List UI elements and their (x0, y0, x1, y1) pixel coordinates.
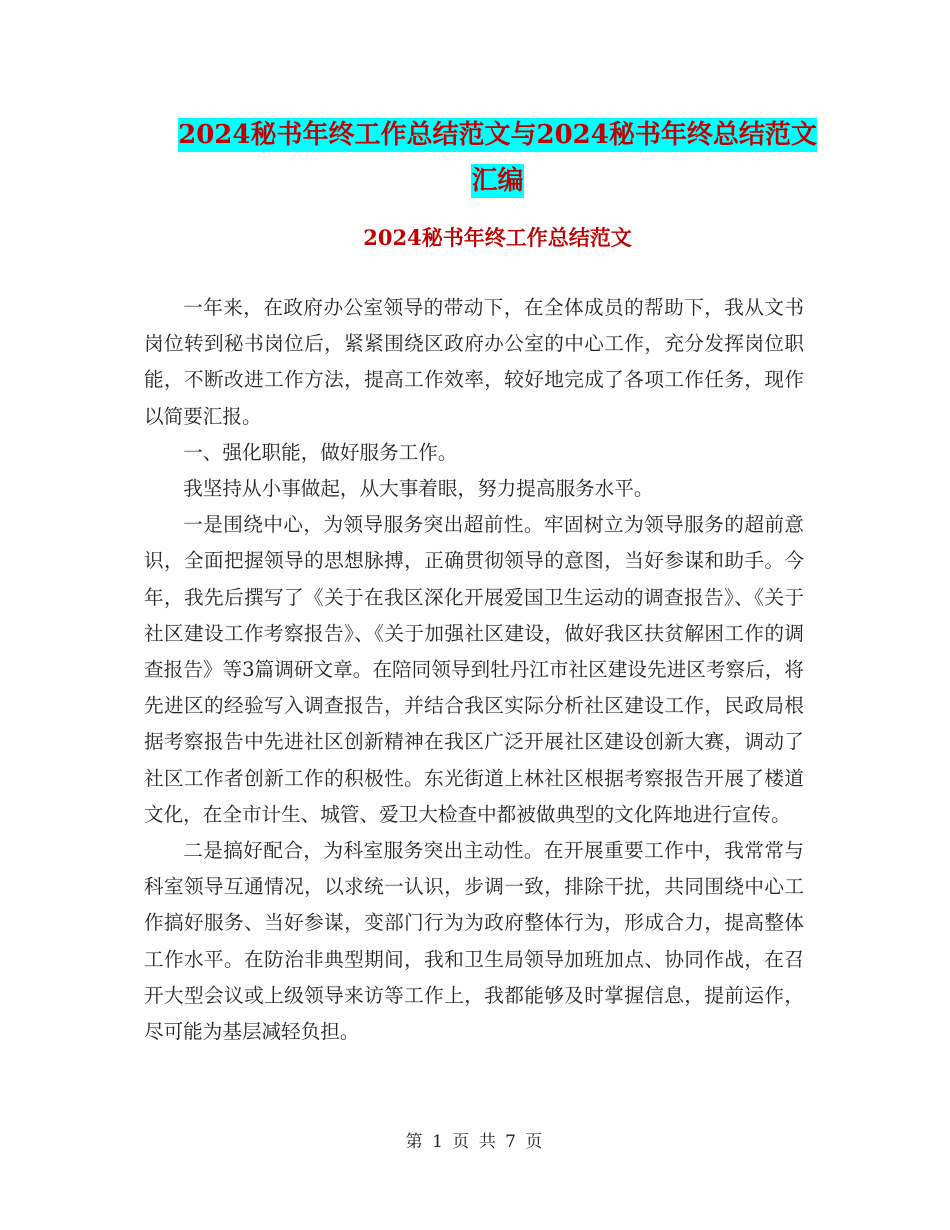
paragraph: 一、强化职能，做好服务工作。 (183, 440, 458, 464)
document-body (144, 290, 804, 1050)
page-footer: 第 1 页 共 7 页 (405, 1132, 545, 1152)
document-main-title (145, 112, 850, 204)
main-title-line-1: 2024秘书年终工作总结范文与2024秘书年终总结范文 (178, 120, 817, 150)
paragraph: 我坚持从小事做起，从大事着眼，努力提高服务水平。 (183, 477, 654, 501)
paragraph: 二是搞好配合，为科室服务突出主动性。在开展重要工作中，我常常与科室领导互通情况，以求统一认识，步调一致，排除干扰，共同围绕中心工作搞好服务、当好参谋，变部门行为为政府整体行为，形成合力，提高整体工作水平。在防治非典型期间，我和卫生局领导加班加点、协同作战，在召开大型会议或上级领导来访等工作上，我都能够及时掌握信息，提前运作，尽可能为基层减轻负担。 (144, 839, 804, 1044)
paragraph: 一是围绕中心，为领导服务突出超前性。牢固树立为领导服务的超前意识，全面把握领导的思想脉搏，正确贯彻领导的意图，当好参谋和助手。今年，我先后撰写了《关于在我区深化开展爱国卫生运动的调查报告》、《关于社区建设工作考察报告》、《关于加强社区建设，做好我区扶贫解困工作的调查报告》等3篇调研文章。在陪同领导到牡丹江市社区建设先进区考察后，将先进区的经验写入调查报告，并结合我区实际分析社区建设工作，民政局根据考察报告中先进社区创新精神在我区广泛开展社区建设创新大赛，调动了社区工作者创新工作的积极性。东光街道上林社区根据考察报告开展了楼道文化，在全市计生、城管、爱卫大检查中都被做典型的文化阵地进行宣传。 (144, 513, 804, 826)
section-title: 2024秘书年终工作总结范文 (363, 225, 632, 250)
main-title-line-2: 汇编 (471, 166, 524, 196)
paragraph: 一年来，在政府办公室领导的带动下，在全体成员的帮助下，我从文书岗位转到秘书岗位后，紧紧围绕区政府办公室的中心工作，充分发挥岗位职能，不断改进工作方法，提高工作效率，较好地完成了各项工作任务，现作以简要汇报。 (144, 296, 804, 428)
